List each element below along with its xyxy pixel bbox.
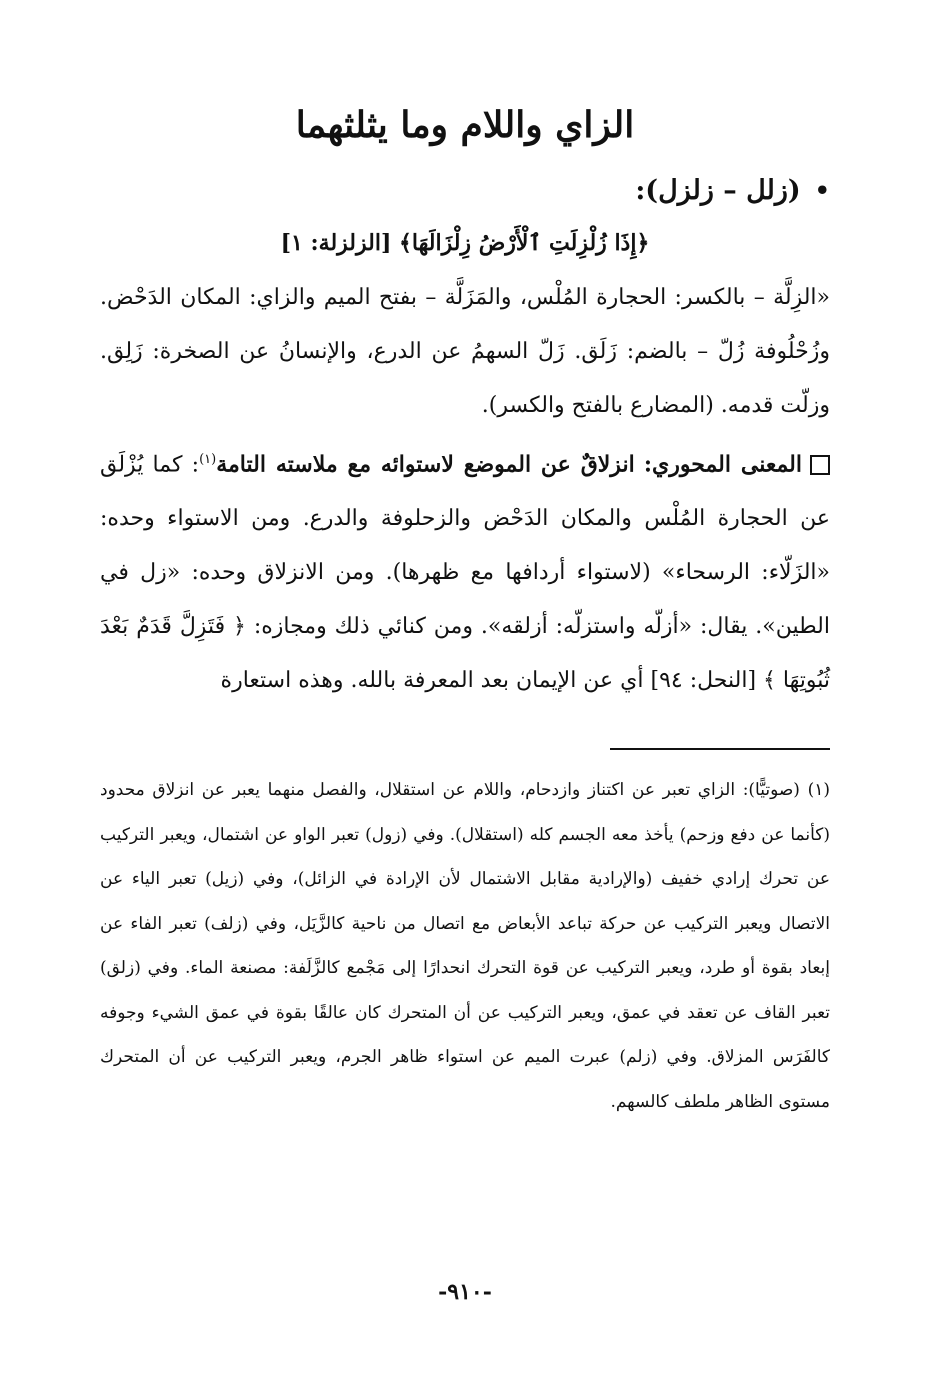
paragraph-core-meaning [100,433,830,708]
page-title: الزاي واللام وما يثلثهما [295,104,635,146]
core-meaning-text: انزلاقٌ عن الموضع لاستوائه مع ملاسته التامة [216,451,635,478]
page-number: -٩١٠- [438,1279,492,1305]
quran-verse: ﴿إِذَا زُلْزِلَتِ ٱلْأَرْضُ زِلْزَالَهَا﴾ [الزلزلة: ١] [280,230,650,256]
footnote-ref[interactable]: (١) [199,452,217,467]
entry-heading [100,167,830,215]
core-meaning-body: : كما يُزْلَق عن الحجارة المُلْس والمكان الدَحْض والزحلوفة والدرع. ومن الاستواء وحده: «الزَلّاء: الرسحاء» (لاستواء أردافها مع ظهرها). ومن الانزلاق وحده: «زل في الطين». يقال: «أزلّه واستزلّه: أزلقه». ومن كنائي ذلك ومجازه: ﴿ فَتَزِلَّ قَدَمٌ بَعْدَ ثُبُوتِهَا ﴾ [النحل: ٩٤] أي عن الإيمان بعد المعرفة بالله. وهذه استعارة [100,452,830,694]
core-meaning-label: المعنى المحوري: [643,451,802,478]
entry-root: (زلل – زلزل): [635,175,801,206]
paragraph-lexical: «الزِلَّة – بالكسر: الحجارة المُلْس، والمَزَلَّة – بفتح الميم والزاي: المكان الدَحْض. وزُحْلُوفة زُلّ – بالضم: زَلَق. زَلّ السهمُ عن الدرع، والإنسانُ عن الصخرة: زَلِق. وزلّت قدمه. (المضارع بالفتح والكسر). [100,285,830,418]
footnote-divider [610,748,830,750]
footnote: (١) (صوتيًّا): الزاي تعبر عن اكتناز وازدحام، واللام عن استقلال، والفصل منهما يعبر عن انزلاق محدود (كأنما عن دفع وزحم) يأخذ معه الجسم كله (استقلال). وفي (زول) تعبر الواو عن اشتمال، ويعبر التركيب عن تحرك إرادي خفيف (والإرادية مقابل الاشتمال لأن الإرادة في الزائل)، وفي (زيل) تعبر الياء عن الاتصال ويعبر التركيب عن حركة تباعد الأبعاض مع اتصال من ناحية كالزَّيَل، وفي (زلف) تعبر الفاء عن إبعاد بقوة أو طرد، ويعبر التركيب عن قوة التحرك انحدارًا إلى مَجْمع كالزَّلَفة: مصنعة الماء. وفي (زلق) تعبر القاف عن تعقد في عمق، ويعبر التركيب عن أن المتحرك كان عالقًا بقوة في عمق الشيء وجوفه كالفَرَس المزلاق. وفي (زلم) عبرت الميم عن استواء ظاهر الجرم، ويعبر التركيب عن أن المتحرك مستوى الظاهر ملطف كالسهم. [100,780,830,1112]
bullet-icon: • [814,176,830,205]
square-marker-icon [810,455,830,475]
page [100,85,830,1325]
